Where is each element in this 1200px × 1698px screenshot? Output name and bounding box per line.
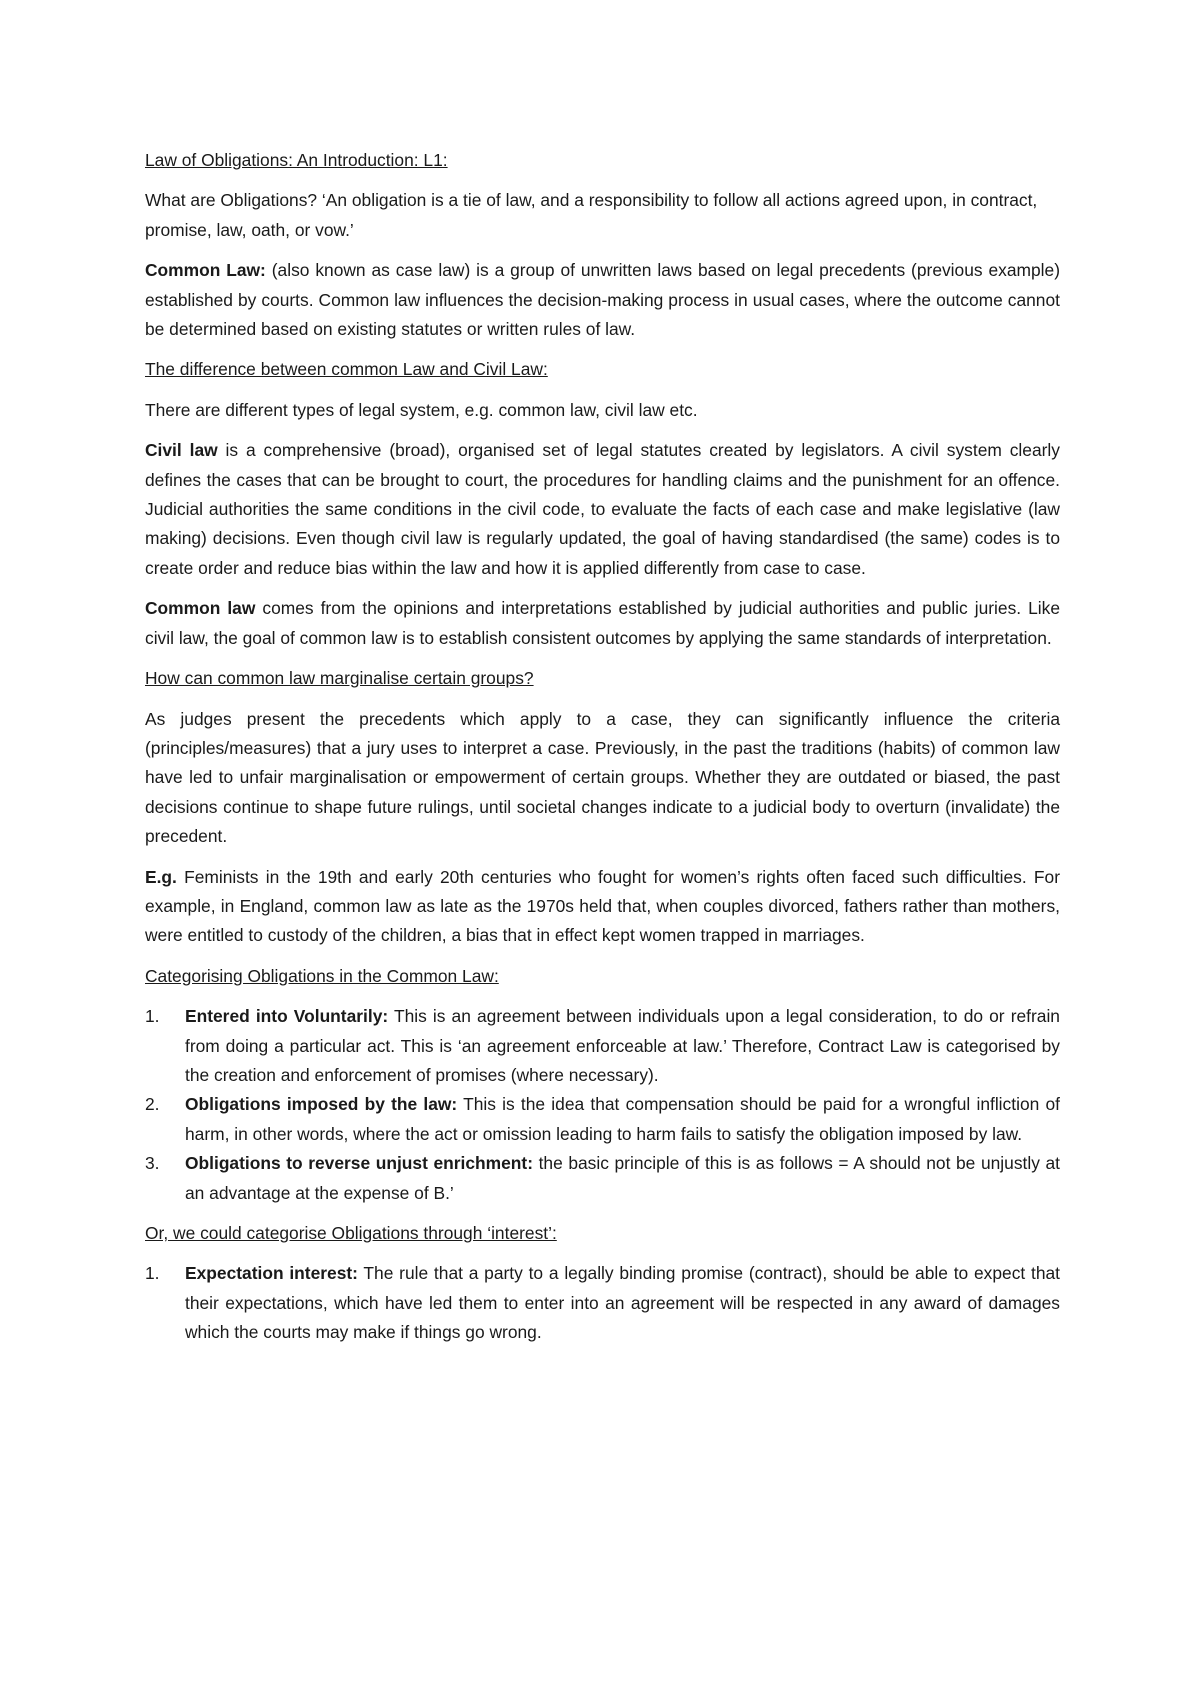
legal-system-types-paragraph: There are different types of legal system, e.g. common law, civil law etc. (145, 399, 698, 420)
common-law-definition-text: (also known as case law) is a group of unwritten laws based on legal precedents (previous example) established by courts. Common law influences the decision-making process in usual cases, where the outcome cannot be determined based on existing statutes or written rules of law. (145, 260, 1060, 340)
list-number: 1. (145, 1006, 160, 1027)
list-item-term: Entered into Voluntarily: (185, 1006, 389, 1027)
list-item-text: This is an agreement between individuals upon a legal consideration, to do or refrain from doing a particular act. This is ‘an agreement enforceable at law.’ Therefore, Contract Law is categorised by the creation and enforcement of promises (where necessary). (185, 1006, 1060, 1085)
list-item (145, 1149, 1060, 1208)
list-item (145, 1002, 1060, 1090)
document-page (145, 146, 1060, 1359)
interests-list (145, 1259, 1060, 1347)
common-law-definition-paragraph (145, 256, 1060, 344)
what-are-obligations-paragraph: What are Obligations? ‘An obligation is a tie of law, and a responsibility to follow all actions agreed upon, in contract, promise, law, oath, or vow.’ (145, 190, 1038, 240)
list-item-text: The rule that a party to a legally binding promise (contract), should be able to expect that their expectations, which have led them to enter into an agreement will be respected in any award of damages which the courts may make if things go wrong. (185, 1263, 1061, 1343)
document-title: Law of Obligations: An Introduction: L1: (145, 150, 448, 170)
example-term: E.g. (145, 866, 177, 887)
civil-law-term: Civil law (145, 440, 218, 461)
civil-law-text: is a comprehensive (broad), organised set of legal statutes created by legislators. A civil system clearly defines the cases that can be brought to court, the procedures for handling claims and the punishment for an offence. Judicial authorities the same conditions in the civil code, to evaluate the facts of each case and make legislative (law making) decisions. Even though civil law is regularly updated, the goal of having standardised (the same) codes is to create order and reduce bias within the law and how it is applied differently from case to case. (145, 440, 1060, 578)
categories-list (145, 1002, 1060, 1208)
example-text: Feminists in the 19th and early 20th centuries who fought for women’s rights often faced such difficulties. For example, in England, common law as late as the 1970s held that, when couples divorced, fathers rather than mothers, were entitled to custody of the children, a bias that in effect kept women trapped in marriages. (145, 866, 1060, 946)
common-law-term-2: Common law (145, 598, 256, 619)
heading-interest: Or, we could categorise Obligations through ‘interest’: (145, 1223, 557, 1243)
marginalise-paragraph: As judges present the precedents which apply to a case, they can significantly influence the criteria (principles/measures) that a jury uses to interpret a case. Previously, in the past the traditions (habits) of common law have led to unfair marginalisation or empowerment of certain groups. Whether they are outdated or biased, the past decisions continue to shape future rulings, until societal changes indicate to a judicial body to overturn (invalidate) the precedent. (145, 708, 1060, 847)
list-item (145, 1259, 1060, 1347)
list-item (145, 1090, 1060, 1149)
list-item-text: the basic principle of this is as follows = A should not be unjustly at an advantage at the expense of B.’ (185, 1153, 1060, 1203)
list-item-term: Expectation interest: (185, 1263, 358, 1284)
common-law-term: Common Law: (145, 260, 266, 281)
common-law-text-2: comes from the opinions and interpretations established by judicial authorities and public juries. Like civil law, the goal of common law is to establish consistent outcomes by applying the same standards of interpretation. (145, 598, 1060, 648)
list-number: 3. (145, 1153, 160, 1174)
list-item-term: Obligations imposed by the law: (185, 1094, 458, 1115)
list-item-text: This is the idea that compensation should be paid for a wrongful infliction of harm, in other words, where the act or omission leading to harm fails to satisfy the obligation imposed by law. (185, 1094, 1060, 1144)
heading-marginalise: How can common law marginalise certain groups? (145, 668, 534, 689)
civil-law-paragraph (145, 436, 1060, 583)
list-number: 2. (145, 1094, 160, 1115)
list-number: 1. (145, 1263, 160, 1284)
heading-categorising: Categorising Obligations in the Common Law: (145, 965, 499, 986)
list-item-term: Obligations to reverse unjust enrichment: (185, 1153, 533, 1174)
example-paragraph (145, 863, 1060, 951)
common-law-paragraph (145, 594, 1060, 653)
heading-difference: The difference between common Law and Civil Law: (145, 359, 548, 380)
